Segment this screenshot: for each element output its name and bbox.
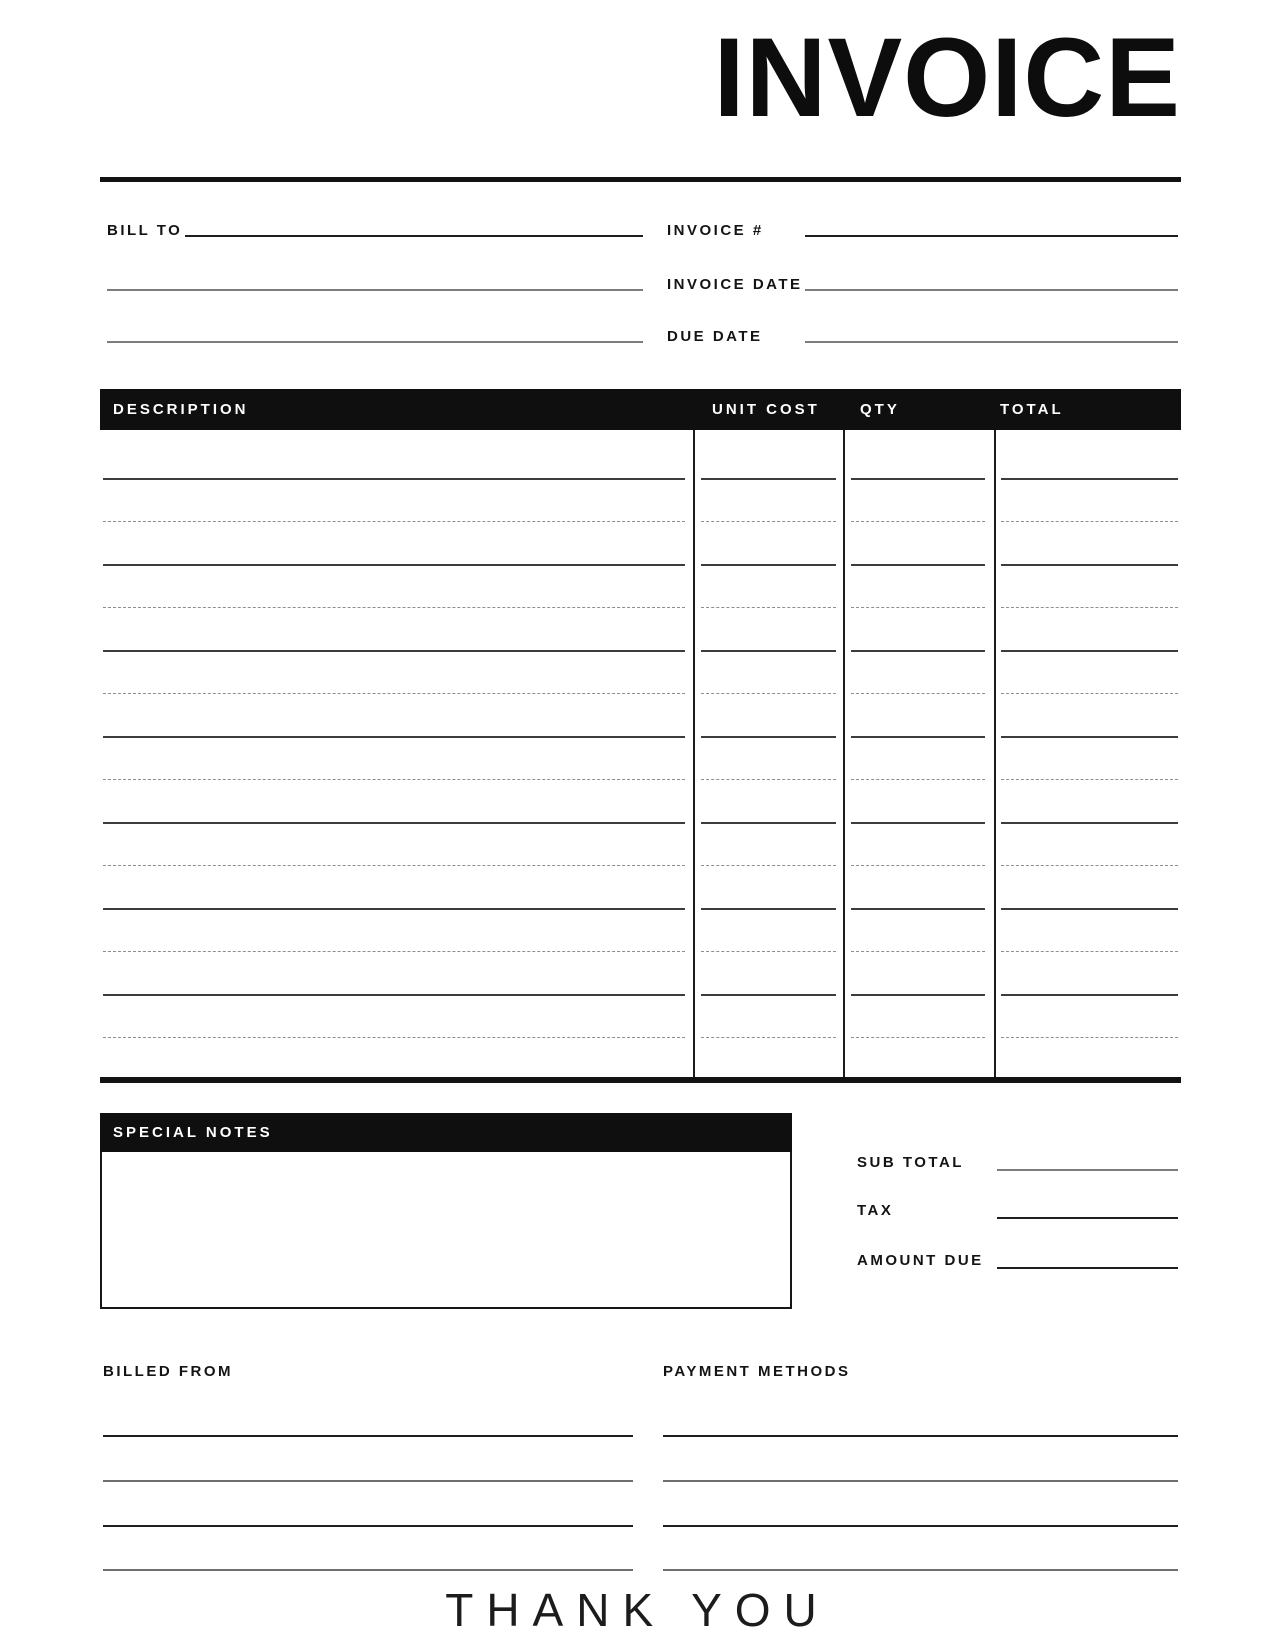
table-row-line[interactable] <box>103 908 685 910</box>
table-row-line[interactable] <box>851 822 985 824</box>
tax-line[interactable] <box>997 1217 1178 1219</box>
table-row-line-dashed[interactable] <box>1001 693 1178 694</box>
bill-to-line-1[interactable] <box>185 235 643 237</box>
sub-total-line[interactable] <box>997 1169 1178 1171</box>
table-row-line-dashed[interactable] <box>1001 779 1178 780</box>
table-row-line[interactable] <box>103 736 685 738</box>
table-bottom-divider <box>100 1077 1181 1083</box>
table-row-line[interactable] <box>103 822 685 824</box>
bill-to-line-2[interactable] <box>107 289 643 291</box>
billed-from-line-3[interactable] <box>103 1525 633 1527</box>
table-row-line[interactable] <box>701 908 836 910</box>
table-row-line-dashed[interactable] <box>851 607 985 608</box>
table-row-line-dashed[interactable] <box>851 779 985 780</box>
table-row-line[interactable] <box>1001 822 1178 824</box>
billed-from-line-1[interactable] <box>103 1435 633 1437</box>
special-notes-box[interactable] <box>100 1113 792 1309</box>
table-row-line-dashed[interactable] <box>851 693 985 694</box>
table-row-line-dashed[interactable] <box>851 951 985 952</box>
table-row-line[interactable] <box>103 564 685 566</box>
due-date-label: DUE DATE <box>667 328 763 345</box>
table-row-line[interactable] <box>851 994 985 996</box>
tax-label: TAX <box>857 1202 894 1219</box>
table-row-line-dashed[interactable] <box>103 865 685 866</box>
col-header-unit-cost: UNIT COST <box>712 401 820 418</box>
table-row-line-dashed[interactable] <box>103 951 685 952</box>
table-row-line-dashed[interactable] <box>103 521 685 522</box>
table-row-line[interactable] <box>701 564 836 566</box>
table-row-line-dashed[interactable] <box>1001 521 1178 522</box>
col-header-qty: QTY <box>860 401 900 418</box>
table-row-line-dashed[interactable] <box>1001 1037 1178 1038</box>
special-notes-label: SPECIAL NOTES <box>113 1124 273 1141</box>
sub-total-label: SUB TOTAL <box>857 1154 964 1171</box>
table-row-line[interactable] <box>701 478 836 480</box>
table-row-line[interactable] <box>103 650 685 652</box>
invoice-number-label: INVOICE # <box>667 222 764 239</box>
table-row-line[interactable] <box>851 908 985 910</box>
special-notes-header <box>100 1113 792 1152</box>
table-row-line[interactable] <box>851 650 985 652</box>
table-row-line[interactable] <box>851 564 985 566</box>
invoice-date-line[interactable] <box>805 289 1178 291</box>
table-row-line[interactable] <box>103 994 685 996</box>
payment-methods-line-1[interactable] <box>663 1435 1178 1437</box>
column-divider-3 <box>994 430 996 1077</box>
column-divider-2 <box>843 430 845 1077</box>
table-row-line[interactable] <box>1001 478 1178 480</box>
table-row-line-dashed[interactable] <box>103 1037 685 1038</box>
amount-due-label: AMOUNT DUE <box>857 1252 984 1269</box>
payment-methods-line-2[interactable] <box>663 1480 1178 1482</box>
table-row-line[interactable] <box>1001 908 1178 910</box>
table-row-line-dashed[interactable] <box>701 1037 836 1038</box>
payment-methods-label: PAYMENT METHODS <box>663 1363 851 1380</box>
table-row-line-dashed[interactable] <box>1001 865 1178 866</box>
top-divider <box>100 177 1181 182</box>
invoice-number-line[interactable] <box>805 235 1178 237</box>
col-header-description: DESCRIPTION <box>113 401 249 418</box>
table-row-line-dashed[interactable] <box>701 521 836 522</box>
payment-methods-line-4[interactable] <box>663 1569 1178 1571</box>
table-row-line-dashed[interactable] <box>103 607 685 608</box>
table-row-line[interactable] <box>1001 650 1178 652</box>
bill-to-line-3[interactable] <box>107 341 643 343</box>
table-row-line[interactable] <box>851 478 985 480</box>
col-header-total: TOTAL <box>1000 401 1064 418</box>
bill-to-label: BILL TO <box>107 222 183 239</box>
table-row-line[interactable] <box>851 736 985 738</box>
invoice-date-label: INVOICE DATE <box>667 276 803 293</box>
table-row-line-dashed[interactable] <box>701 607 836 608</box>
table-row-line[interactable] <box>701 822 836 824</box>
billed-from-label: BILLED FROM <box>103 1363 233 1380</box>
table-row-line-dashed[interactable] <box>851 865 985 866</box>
table-row-line-dashed[interactable] <box>701 865 836 866</box>
billed-from-line-2[interactable] <box>103 1480 633 1482</box>
table-row-line-dashed[interactable] <box>851 1037 985 1038</box>
payment-methods-line-3[interactable] <box>663 1525 1178 1527</box>
amount-due-line[interactable] <box>997 1267 1178 1269</box>
table-row-line-dashed[interactable] <box>851 521 985 522</box>
due-date-line[interactable] <box>805 341 1178 343</box>
table-row-line-dashed[interactable] <box>103 693 685 694</box>
table-row-line-dashed[interactable] <box>103 779 685 780</box>
table-row-line[interactable] <box>701 736 836 738</box>
table-row-line[interactable] <box>701 650 836 652</box>
table-row-line-dashed[interactable] <box>701 693 836 694</box>
table-row-line-dashed[interactable] <box>701 779 836 780</box>
table-row-line[interactable] <box>103 478 685 480</box>
thank-you-text: THANK YOU <box>445 1584 830 1636</box>
table-row-line[interactable] <box>1001 564 1178 566</box>
table-row-line[interactable] <box>701 994 836 996</box>
table-row-line-dashed[interactable] <box>1001 607 1178 608</box>
billed-from-line-4[interactable] <box>103 1569 633 1571</box>
table-row-line[interactable] <box>1001 994 1178 996</box>
table-row-line-dashed[interactable] <box>1001 951 1178 952</box>
table-row-line-dashed[interactable] <box>701 951 836 952</box>
table-row-line[interactable] <box>1001 736 1178 738</box>
column-divider-1 <box>693 430 695 1077</box>
page-title: INVOICE <box>713 15 1181 140</box>
table-header <box>100 389 1181 430</box>
